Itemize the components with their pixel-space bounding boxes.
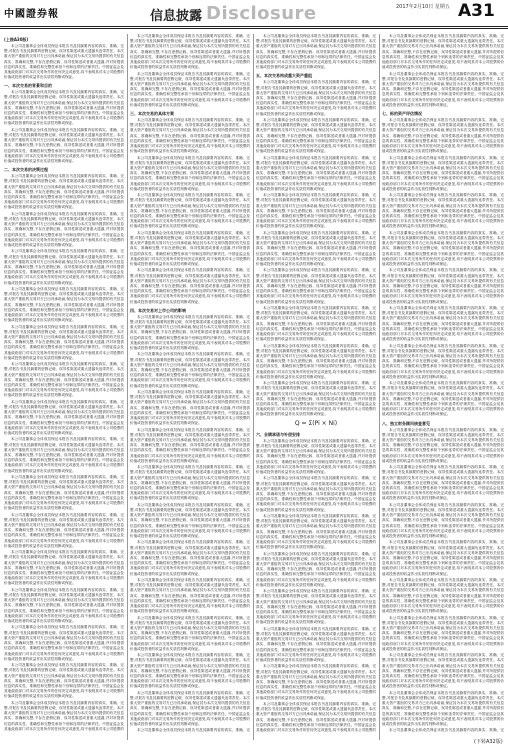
- section-heading: 八、独立财务顾问核查意见: [382, 420, 430, 426]
- body-paragraph: 本公司及董事会全体成员保证本报告书及其摘要内容的真实、准确、完整,对报告书及其摘要的虚假记载、误导性陈述或重大遗漏负连带责任。本次重大资产重组的交易对方已出具承诺函,保证其为本次交易所提供的有关信息真实、准确和完整,不存在虚假记载、误导性陈述或者重大遗漏,并对所提供信息的真实性、准确性和完整性承担个别和连带的法律责任。中国证监会及其他政府部门对本次交易所作的任何决定或意见,均不表明其对本公司股票的价值或投资者的收益作出实质性判断或保证。: [382, 690, 504, 727]
- body-paragraph: 本公司及董事会全体成员保证本报告书及其摘要内容的真实、准确、完整,对报告书及其摘要的虚假记载、误导性陈述或重大遗漏负连带责任。本次重大资产重组的交易对方已出具承诺函,保证其为本次交易所提供的有关信息真实、准确和完整,不存在虚假记载、误导性陈述或者重大遗漏,并对所提供信息的真实性、准确性和完整性承担个别和连带的法律责任。中国证监会及其他政府部门对本次交易所作的任何决定或意见,均不表明其对本公司股票的价值或投资者的收益作出实质性判断或保证。: [4, 287, 124, 323]
- body-paragraph: 本公司及董事会全体成员保证本报告书及其摘要内容的真实、准确、完整,对报告书及其摘要的虚假记载、误导性陈述或重大遗漏负连带责任。本次重大资产重组的交易对方已出具承诺函,保证其为本次交易所提供的有关信息真实、准确和完整,不存在虚假记载、误导性陈述或者重大遗漏,并对所提供信息的真实性、准确性和完整性承担个别和连带的法律责任。中国证监会及其他政府部门对本次交易所作的任何决定或意见,均不表明其对本公司股票的价值或投资者的收益作出实质性判断或保证。: [382, 155, 504, 191]
- body-paragraph: 本公司及董事会全体成员保证本报告书及其摘要内容的真实、准确、完整,对报告书及其摘要的虚假记载、误导性陈述或重大遗漏负连带责任。本次重大资产重组的交易对方已出具承诺函,保证其为本次交易所提供的有关信息真实、准确和完整,不存在虚假记载、误导性陈述或者重大遗漏,并对所提供信息的真实性、准确性和完整性承担个别和连带的法律责任。中国证监会及其他政府部门对本次交易所作的任何决定或意见,均不表明其对本公司股票的价值或投资者的收益作出实质性判断或保证。: [130, 465, 250, 501]
- body-paragraph: 本公司及董事会全体成员保证本报告书及其摘要内容的真实、准确、完整,对报告书及其摘要的虚假记载、误导性陈述或重大遗漏负连带责任。本次重大资产重组的交易对方已出具承诺函,保证其为本次交易所提供的有关信息真实、准确和完整,不存在虚假记载、误导性陈述或者重大遗漏,并对所提供信息的真实性、准确性和完整性承担个别和连带的法律责任。中国证监会及其他政府部门对本次交易所作的任何决定或意见,均不表明其对本公司股票的价值或投资者的收益作出实质性判断或保证。: [256, 589, 376, 625]
- body-paragraph: 本公司及董事会全体成员保证本报告书及其摘要内容的真实、准确、完整,对报告书及其摘要的虚假记载、误导性陈述或重大遗漏负连带责任。本次重大资产重组的交易对方已出具承诺函,保证其为本次交易所提供的有关信息真实、准确和完整,不存在虚假记载、误导性陈述或者重大遗漏,并对所提供信息的真实性、准确性和完整性承担个别和连带的法律责任。中国证监会及其他政府部门对本次交易所作的任何决定或意见,均不表明其对本公司股票的价值或投资者的收益作出实质性判断或保证。: [382, 268, 504, 304]
- text-column-2: [130, 34, 250, 732]
- header-rule: [0, 28, 508, 29]
- body-paragraph: 本公司及董事会全体成员保证本报告书及其摘要内容的真实、准确、完整,对报告书及其摘要的虚假记载、误导性陈述或重大遗漏负连带责任。本次重大资产重组的交易对方已出具承诺函,保证其为本次交易所提供的有关信息真实、准确和完整,不存在虚假记载、误导性陈述或者重大遗漏,并对所提供信息的真实性、准确性和完整性承担个别和连带的法律责任。中国证监会及其他政府部门对本次交易所作的任何决定或意见,均不表明其对本公司股票的价值或投资者的收益作出实质性判断或保证。: [382, 502, 504, 538]
- body-paragraph: 本公司及董事会全体成员保证本报告书及其摘要内容的真实、准确、完整,对报告书及其摘要的虚假记载、误导性陈述或重大遗漏负连带责任。本次重大资产重组的交易对方已出具承诺函,保证其为本次交易所提供的有关信息真实、准确和完整,不存在虚假记载、误导性陈述或者重大遗漏,并对所提供信息的真实性、准确性和完整性承担个别和连带的法律责任。中国证监会及其他政府部门对本次交易所作的任何决定或意见,均不表明其对本公司股票的价值或投资者的收益作出实质性判断或保证。: [256, 551, 376, 587]
- body-paragraph: 本公司及董事会全体成员保证本报告书及其摘要内容的真实、准确、完整,对报告书及其摘要的虚假记载、误导性陈述或重大遗漏负连带责任。本次重大资产重组的交易对方已出具承诺函,保证其为本次交易所提供的有关信息真实、准确和完整,不存在虚假记载、误导性陈述或者重大遗漏,并对所提供信息的真实性、准确性和完整性承担个别和连带的法律责任。中国证监会及其他政府部门对本次交易所作的任何决定或意见,均不表明其对本公司股票的价值或投资者的收益作出实质性判断或保证。: [4, 43, 124, 80]
- masthead: [0, 0, 508, 27]
- body-paragraph: 本公司及董事会全体成员保证本报告书及其摘要内容的真实、准确、完整,对报告书及其摘要的虚假记载、误导性陈述或重大遗漏负连带责任。本次重大资产重组的交易对方已出具承诺函,保证其为本次交易所提供的有关信息真实、准确和完整,不存在虚假记载、误导性陈述或者重大遗漏,并对所提供信息的真实性、准确性和完整性承担个别和连带的法律责任。中国证监会及其他政府部门对本次交易所作的任何决定或意见,均不表明其对本公司股票的价值或投资者的收益作出实质性判断或保证。: [130, 193, 250, 229]
- section-heading: 三、本次交易的具体方案: [130, 111, 174, 117]
- continued-on-tag: (下转A32版): [474, 739, 503, 745]
- body-paragraph: 本公司及董事会全体成员保证本报告书及其摘要内容的真实、准确、完整,对报告书及其摘要的虚假记载、误导性陈述或重大遗漏负连带责任。本次重大资产重组的交易对方已出具承诺函,保证其为本次交易所提供的有关信息真实、准确和完整,不存在虚假记载、误导性陈述或者重大遗漏,并对所提供信息的真实性、准确性和完整性承担个别和连带的法律责任。中国证监会及其他政府部门对本次交易所作的任何决定或意见,均不表明其对本公司股票的价值或投资者的收益作出实质性判断或保证。: [4, 127, 124, 164]
- body-paragraph: 本公司及董事会全体成员保证本报告书及其摘要内容的真实、准确、完整,对报告书及其摘要的虚假记载、误导性陈述或重大遗漏负连带责任。本次重大资产重组的交易对方已出具承诺函,保证其为本次交易所提供的有关信息真实、准确和完整,不存在虚假记载、误导性陈述或者重大遗漏,并对所提供信息的真实性、准确性和完整性承担个别和连带的法律责任。中国证监会及其他政府部门对本次交易所作的任何决定或意见,均不表明其对本公司股票的价值或投资者的收益作出实质性判断或保证。: [256, 343, 376, 379]
- body-paragraph: 本公司及董事会全体成员保证本报告书及其摘要内容的真实、准确、完整,对报告书及其摘要的虚假记载、误导性陈述或重大遗漏负连带责任。本次重大资产重组的交易对方已出具承诺函,保证其为本次交易所提供的有关信息真实、准确和完整,不存在虚假记载、误导性陈述或者重大遗漏,并对所提供信息的真实性、准确性和完整性承担个别和连带的法律责任。中国证监会及其他政府部门对本次交易所作的任何决定或意见,均不表明其对本公司股票的价值或投资者的收益作出实质性判断或保证。: [382, 381, 504, 417]
- body-paragraph: 本公司及董事会全体成员保证本报告书及其摘要内容的真实、准确、完整,对报告书及其摘要的虚假记载、误导性陈述或重大遗漏负连带责任。本次重大资产重组的交易对方已出具承诺函,保证其为本次交易所提供的有关信息真实、准确和完整,不存在虚假记载、误导性陈述或者重大遗漏,并对所提供信息的真实性、准确性和完整性承担个别和连带的法律责任。中国证监会及其他政府部门对本次交易所作的任何决定或意见,均不表明其对本公司股票的价值或投资者的收益作出实质性判断或保证。: [256, 230, 376, 266]
- body-paragraph: 本公司及董事会全体成员保证本报告书及其摘要内容的真实、准确、完整,对报告书及其摘要的虚假记载、误导性陈述或重大遗漏负连带责任。本次重大资产重组的交易对方已出具承诺函,保证其为本次交易所提供的有关信息真实、准确和完整,不存在虚假记载、误导性陈述或者重大遗漏,并对所提供信息的真实性、准确性和完整性承担个别和连带的法律责任。中国证监会及其他政府部门对本次交易所作的任何决定或意见,均不表明其对本公司股票的价值或投资者的收益作出实质性判断或保证。: [4, 399, 124, 436]
- body-paragraph: 本公司及董事会全体成员保证本报告书及其摘要内容的真实、准确、完整,对报告书及其摘要的虚假记载、误导性陈述或重大遗漏负连带责任。本次重大资产重组的交易对方已出具承诺函,保证其为本次交易所提供的有关信息真实、准确和完整,不存在虚假记载、误导性陈述或者重大遗漏,并对所提供信息的真实性、准确性和完整性承担个别和连带的法律责任。中国证监会及其他政府部门对本次交易所作的任何决定或意见,均不表明其对本公司股票的价值或投资者的收益作出实质性判断或保证。: [130, 314, 250, 350]
- section-heading: 七、标的资产评估情况: [382, 111, 422, 117]
- body-paragraph: 本公司及董事会全体成员保证本报告书及其摘要内容的真实、准确、完整,对报告书及其摘要的虚假记载、误导性陈述或重大遗漏负连带责任。本次重大资产重组的交易对方已出具承诺函,保证其为本次交易所提供的有关信息真实、准确和完整,不存在虚假记载、误导性陈述或者重大遗漏,并对所提供信息的真实性、准确性和完整性承担个别和连带的法律责任。中国证监会及其他政府部门对本次交易所作的任何决定或意见,均不表明其对本公司股票的价值或投资者的收益作出实质性判断或保证。: [4, 324, 124, 360]
- body-paragraph: 本公司及董事会全体成员保证本报告书及其摘要内容的真实、准确、完整,对报告书及其摘要的虚假记载、误导性陈述或重大遗漏负连带责任。本次重大资产重组的交易对方已出具承诺函,保证其为本次交易所提供的有关信息真实、准确和完整,不存在虚假记载、误导性陈述或者重大遗漏,并对所提供信息的真实性、准确性和完整性承担个别和连带的法律责任。中国证监会及其他政府部门对本次交易所作的任何决定或意见,均不表明其对本公司股票的: [256, 701, 376, 732]
- body-paragraph: 本公司及董事会全体成员保证本报告书及其摘要内容的真实、准确、完整,对报告书及其摘要的虚假记载、误导性陈述或重大遗漏负连带责任。本次重大资产重组的交易对方已出具承诺函,保证其为本次交易所提供的有关信息真实、准确和完整,不存在虚假记载、误导性陈述或者重大遗漏,并对所提供信息的真实性、准确性和完整性承担个别和连带的法律责任。中国证监会及其他政府部门对本次交易所作的任何决定或意见,均不表明其对本公司股票的价值或投资者的收益作出实质性判断或保证。: [256, 193, 376, 229]
- section-heading: 六、业绩承诺与补偿安排: [256, 431, 300, 437]
- body-paragraph: 本公司及董事会全体成员保证本报告书及其摘要内容的真实、准确、完整,对报告书及其摘要的虚假记载、误导性陈述或重大遗漏负连带责任。本次重大资产重组的交易对方已出具承诺函,保证其为本次交易所提供的有关信息真实、准确和完整,不存在虚假记载、误导性陈述或者重大遗漏,并对所提供信息的真实性、准确性和完整性承担个别和连带的法律责任。中国证监会及其他政府部门对本次交易所作的任何决定或意见,均不表明其对本公司股票的价值或投资者的收益作出实质性判断或保证。: [256, 34, 376, 70]
- body-paragraph: 本公司及董事会全体成员保证本报告书及其摘要内容的真实、准确、完整,对报告书及其摘要的虚假记载、误导性陈述或重大遗漏负连带责任。本次重大资产重组的交易对方已出具承诺函,保证其为本次交易所提供的有关信息真实、准确和完整,不存在虚假记载、误导性陈述或者重大遗漏,并对所提供信息的真实性、准确性和完整性承担个别和连带的法律责任。中国证监会及其他政府部门对本次交易所作的任何决定或意见,均不表明其对本公司股票的价值或投资者的收益作出实质性判断或保证。: [382, 305, 504, 342]
- text-column-4: [382, 34, 504, 732]
- body-paragraph: 本公司及董事会全体成员保证本报告书及其摘要内容的真实、准确、完整,对报告书及其摘要的虚假记载、误导性陈述或重大遗漏负连带责任。本次重大资产重组的交易对方已出具承诺函,保证其为本次交易所提供的有关信息真实、准确和完整,不存在虚假记载、误导性陈述或者重大遗漏,并对所提供信息的真实性、准确性和完整性承担个别和连带的法律责任。中国证监会及其他政府部门对本次交易所作的任何决定或意见,均不表明其对本公司股票的价值或投资者的收益作出实质性判断或保证。: [4, 625, 124, 661]
- formula: Q = Σ(Pi × Ni): [294, 419, 338, 427]
- body-paragraph: 本公司及董事会全体成员保证本报告书及其摘要内容的真实、准确、完: [389, 728, 504, 732]
- body-paragraph: 本公司及董事会全体成员保证本报告书及其摘要内容的真实、准确、完整,对报告书及其摘要的虚假记载、误导性陈述或重大遗漏负连带责任。本次重大资产重组的交易对方已出具承诺函,保证其为本次交易所提供的有关信息真实、准确和完整,不存在虚假记载、误导性陈述或者重大遗漏,并对所提供信息的真实性、准确性和完整性承担个别和连带的法律责任。中国证监会及其他政府部门对本次交易所作的任何决定或意见,均不表明其对本公司股票的价值或投资者的收益作出实质性判断或保证。: [4, 512, 124, 548]
- body-paragraph: 本公司及董事会全体成员保证本报告书及其摘要内容的真实、准确、完整,对报告书及其摘要的虚假记载、误导性陈述或重大遗漏负连带责任。本次重大资产重组的交易对方已出具承诺函,保证其为本次交易所提供的有关信息真实、准确和完整,不存在虚假记载、误导性陈述或者重大遗漏,并对所提供信息的真实性、准确性和完整性承担个别和连带的法律责任。中国证监会及其他政府部门对本次交易所作的任何决定或意见,均不表明其对本公司股票的价值或投资者的收益作出实质性判断或保证。: [256, 155, 376, 191]
- body-paragraph: 本公司及董事会全体成员保证本报告书及其摘要内容的真实、准确、完整,对报告书及其摘要的虚假记载、误导性陈述或重大遗漏负连带责任。本次重大资产重组的交易对方已出具承诺函,保证其为本次交易所提供的有关信息真实、准确和完整,不存在虚假记载、误导性陈述或者重大遗漏,并对所提供信息的真实性、准确性和完整性承担个别和连带的法律责任。中国证监会及其他政府部门对本次交易所作的任何决定或意见,均不表明其对本公司股票的: [4, 700, 124, 731]
- section-heading: 一、本次交易的背景和目的: [4, 83, 52, 89]
- column-divider: [379, 34, 380, 740]
- newspaper-name: 中國證券報: [4, 9, 59, 20]
- body-paragraph: 本公司及董事会全体成员保证本报告书及其摘要内容的真实、准确、完整,对报告书及其摘要的虚假记载、误导性陈述或重大遗漏负连带责任。本次重大资产重组的交易对方已出具承诺函,保证其为本次交易所提供的有关信息真实、准确和完整,不存在虚假记载、误导性陈述或者重大遗漏,并对所提供信息的真实性、准确性和完整性承担个别和连带的法律责任。中国证监会及其他政府部门对本次交易所作的任何决定或意见,均不表明其对本公司股票的价值或投资者的收益作出实质性判断或保证。: [130, 653, 250, 689]
- body-paragraph: 本公司及董事会全体成员保证本报告书及其摘要内容的真实、准确、完整,对报告书及其摘要的虚假记载、误导性陈述或重大遗漏负连带责任。本次重大资产重组的交易对方已出具承诺函,保证其为本次交易所提供的有关信息真实、准确和完整,不存在虚假记载、误导性陈述或者重大遗漏,并对所提供信息的真实性、准确性和完整性承担个别和连带的法律责任。中国证监会及其他政府部门对本次交易所作的任何决定或意见,均不表明其对本公司股票的价值或投资者的收益作出实质性判断或保证。: [130, 230, 250, 266]
- body-paragraph: 本公司及董事会全体成员保证本报告书及其摘要内容的真实、准确、完整,对报告书及其摘要的虚假记载、误导性陈述或重大遗漏负连带责任。本次重大资产重组的交易对方已出具承诺函,保证其为本次交易所提供的有关信息真实、准确和完整,不存在虚假记载、误导性陈述或者重大遗漏,并对所提供信息的真实性、准确性和完整性承担个别和连带的法律责任。中国证监会及其他政府部门对本次交易所作的任何决定或意见,均不表明其对本公司股票的价值或投资者的收益作出实质性判断或保证。: [4, 475, 124, 511]
- issue-date: 2017年2月10日 星期五: [396, 4, 450, 10]
- body-paragraph: 本公司及董事会全体成员保证本报告书及其摘要内容的真实、准确、完整,对报告书及其摘要的虚假记载、误导性陈述或重大遗漏负连带责任。本次重大资产重组的交易对方已出具承诺函,保证其为本次交易所提供的有关信息真实、准确和完整,不存在虚假记载、误导性陈述或者重大遗漏,并对所提供信息的真实性、准确性和完整性承担个别和连带的法律责任。中国证监会及其他政府部门对本次交易所作的任何决定或意见,均不表明其对本公司股票的价值或投资者的收益作出实质性判断或保证。: [256, 268, 376, 304]
- section-heading: 二、本次交易的决策过程: [4, 167, 48, 173]
- body-paragraph: 本公司及董事会全体成员保证本报告书及其摘要内容的真实、准确、完整,对报告书及其摘要的虚假记载、误导性陈述或重大遗漏负连带责任。本次重大资产重组的交易对方已出具承诺函,保证其为本次交易所提供的有关信息真实、准确和完整,不存在虚假记载、误导性陈述或者重大遗漏,并对所提供信息的真实性、准确性和完整性承担个别和连带的法律责任。中国证监会及其他政府部门对本次交易所作的任何决定或意见,均不表明其对本公司股票的价值或投资者的收益作出实质性判断或保证。: [256, 476, 376, 512]
- column-divider: [253, 34, 254, 740]
- body-paragraph: 本公司及董事会全体成员保证本报告书及其摘要内容的真实、准确、完整,对报告书及其摘要的虚假记载、误导性陈述或重大遗漏负连带责任。本次重大资产重组的交易对方已出具承诺函,保证其为本次交易所提供的有关信息真实、准确和完整,不存在虚假记载、误导性陈述或者重大遗漏,并对所提供信息的真实性、准确性和完整性承担个别和连带的法律责任。中国证监会及其他政府部门对本次交易所作的任何决定或意见,均不表明其对本公司股票的价值或投资者的收益作出实质性判断或保证。: [382, 193, 504, 229]
- body-paragraph: 本公司及董事会全体成员保证本报告书及其摘要内容的真实、准确、完整,对报告书及其摘要的虚假记载、误导性陈述或重大遗漏负连带责任。本次重大资产重组的交易对方已出具承诺函,保证其为本次交易所提供的有关信息真实、准确和完整,不存在虚假记载、误导性陈述或者重大遗漏,并对所提供信息的真实性、准确性和完整性承担个别和连带的法律责任。中国证监会及其他政府部门对本次交易所作的任何决定或意见,均不表明其对本公司股票的价值或投资者的收益作出实质性判断或保证。: [130, 577, 250, 614]
- body-paragraph: 本公司及董事会全体成员保证本报告书及其摘要内容的真实、准确、完: [137, 728, 250, 732]
- body-paragraph: 本公司及董事会全体成员保证本报告书及其摘要内容的真实、准确、完整,对报告书及其摘要的虚假记载、误导性陈述或重大遗漏负连带责任。本次重大资产重组的交易对方已出具承诺函,保证其为本次交易所提供的有关信息真实、准确和完整,不存在虚假记载、误导性陈述或者重大遗漏,并对所提供信息的真实性、准确性和完整性承担个别和连带的法律责任。中国证监会及其他政府部门对本次交易所作的任何决定或意见,均不表明其对本公司股票的价值或投资者的收益作出实质性判断或保证。: [382, 343, 504, 379]
- body-paragraph: 本公司及董事会全体成员保证本报告书及其摘要内容的真实、准确、完整,对报告书及其摘要的虚假记载、误导性陈述或重大遗漏负连带责任。本次重大资产重组的交易对方已出具承诺函,保证其为本次交易所提供的有关信息真实、准确和完整,不存在虚假记载、误导性陈述或者重大遗漏,并对所提供信息的真实性、准确性和完整性承担个别和连带的法律责任。中国证监会及其他政府部门对本次交易所作的任何决定或意见,均不表明其对本公司股票的价值或投资者的收益作出实质性判断或保证。: [4, 211, 124, 247]
- body-paragraph: 本公司及董事会全体成员保证本报告书及其摘要内容的真实、准确、完整,对报告书及其摘要的虚假记载、误导性陈述或重大遗漏负连带责任。本次重大资产重组的交易对方已出具承诺函,保证其为本次交易所提供的有关信息真实、准确和完整,不存在虚假记载、误导性陈述或者重大遗漏,并对所提供信息的真实性、准确性和完整性承担个别和连带的法律责任。中国证监会及其他政府部门对本次交易所作的任何决定或意见,均不表明其对本公司股票的价值或投资者的收益作出实质性判断或保证。: [130, 540, 250, 576]
- body-paragraph: 本公司及董事会全体成员保证本报告书及其摘要内容的真实、准确、完整,对报告书及其摘要的虚假记载、误导性陈述或重大遗漏负连带责任。本次重大资产重组的交易对方已出具承诺函,保证其为本次交易所提供的有关信息真实、准确和完整,不存在虚假记载、误导性陈述或者重大遗漏,并对所提供信息的真实性、准确性和完整性承担个别和连带的法律责任。中国证监会及其他政府部门对本次交易所作的任何决定或意见,均不表明其对本公司股票的价值或投资者的收益作出实质性判断或保证。: [130, 117, 250, 154]
- body-paragraph: 本公司及董事会全体成员保证本报告书及其摘要内容的真实、准确、完整,对报告书及其摘要的虚假记载、误导性陈述或重大遗漏负连带责任。本次重大资产重组的交易对方已出具承诺函,保证其为本次交易所提供的有关信息真实、准确和完整,不存在虚假记载、误导性陈述或者重大遗漏,并对所提供信息的真实性、准确性和完整性承担个别和连带的法律责任。中国证监会及其他政府部门对本次交易所作的任何决定或意见,均不表明其对本公司股票的价值或投资者的收益作出实质性判断或保证。: [4, 587, 124, 624]
- body-paragraph: 本公司及董事会全体成员保证本报告书及其摘要内容的真实、准确、完整,对报告书及其摘要的虚假记载、误导性陈述或重大遗漏负连带责任。本次重大资产重组的交易对方已出具承诺函,保证其为本次交易所提供的有关信息真实、准确和完整,不存在虚假记载、误导性陈述或者重大遗漏,并对所提供信息的真实性、准确性和完整性承担个别和连带的法律责任。中国证监会及其他政府部门对本次交易所作的任何决定或意见,均不表明其对本公司股票的价值或投资者的收益作出实质性判断或保证。: [256, 513, 376, 550]
- body-paragraph: 本公司及董事会全体成员保证本报告书及其摘要内容的真实、准确、完整,对报告书及其摘要的虚假记载、误导性陈述或重大遗漏负连带责任。本次重大资产重组的交易对方已出具承诺函,保证其为本次交易所提供的有关信息真实、准确和完整,不存在虚假记载、误导性陈述或者重大遗漏,并对所提供信息的真实性、准确性和完整性承担个别和连带的法律责任。中国证监会及其他政府部门对本次交易所作的任何决定或意见,均不表明其对本公司股票的价值或投资者的收益作出实质性判断或保证。: [4, 90, 124, 126]
- body-paragraph: 本公司及董事会全体成员保证本报告书及其摘要内容的真实、准确、完整,对报告书及其摘要的虚假记载、误导性陈述或重大遗漏负连带责任。本次重大资产重组的交易对方已出具承诺函,保证其为本次交易所提供的有关信息真实、准确和完整,不存在虚假记载、误导性陈述或者重大遗漏,并对所提供信息的真实性、准确性和完整性承担个别和连带的法律责任。中国证监会及其他政府部门对本次交易所作的任何决定或意见,均不表明其对本公司股票的价值或投资者的收益作出实质性判断或保证。: [382, 615, 504, 651]
- text-column-3: [256, 34, 376, 732]
- body-paragraph: 本公司及董事会全体成员保证本报告书及其摘要内容的真实、准确、完整,对报告书及其摘要的虚假记载、误导性陈述或重大遗漏负连带责任。本次重大资产重组的交易对方已出具承诺函,保证其为本次交易所提供的有关信息真实、准确和完整,不存在虚假记载、误导性陈述或者重大遗漏,并对所提供信息的真实性、准确性和完整性承担个别和连带的法律责任。中国证监会及其他政府部门对本次交易所作的任何决定或意见,均不表明其对本公司股票的价值或投资者的收益作出实质性判断或保证。: [130, 615, 250, 651]
- body-paragraph: 本公司及董事会全体成员保证本报告书及其摘要内容的真实、准确、完整,对报告书及其摘要的虚假记载、误导性陈述或重大遗漏负连带责任。本次重大资产重组的交易对方已出具承诺函,保证其为本次交易所提供的有关信息真实、准确和完整,不存在虚假记载、误导性陈述或者重大遗漏,并对所提供信息的真实性、准确性和完整性承担个别和连带的法律责任。中国证监会及其他政府部门对本次交易所作的任何决定或意见,均不表明其对本公司股票的价值或投资者的收益作出实质性判断或保证。: [256, 117, 376, 154]
- body-paragraph: 本公司及董事会全体成员保证本报告书及其摘要内容的真实、准确、完整,对报告书及其摘要的虚假记载、误导性陈述或重大遗漏负连带责任。本次重大资产重组的交易对方已出具承诺函,保证其为本次交易所提供的有关信息真实、准确和完整,不存在虚假记载、误导性陈述或者重大遗漏,并对所提供信息的真实性、准确性和完整性承担个别和连带的法律责任。中国证监会及其他政府部门对本次交易所作的任何决定或意见,均不表明其对本公司股票的价值或投资者的收益作出实质性判断或保证。: [382, 577, 504, 614]
- body-paragraph: 本公司及董事会全体成员保证本报告书及其摘要内容的真实、准确、完整,对报告书及其摘要的虚假记载、误导性陈述或重大遗漏负连带责任。本次重大资产重组的交易对方已出具承诺函,保证其为本次交易所提供的有关信息真实、准确和完整,不存在虚假记载、误导性陈述或者重大遗漏,并对所提供信息的真实性、准确性和完整性承担个别和连带的法律责任。中国证监会及其他政府部门对本次交易所作的任何决定或意见,均不表明其对本公司股票的价值或投资者的收益作出实质性判断或保证。: [382, 540, 504, 576]
- section-heading: 五、本次交易构成重大资产重组: [256, 73, 312, 79]
- body-paragraph: 本公司及董事会全体成员保证本报告书及其摘要内容的真实、准确、完整,对报告书及其摘要的虚假记载、误导性陈述或重大遗漏负连带责任。本次重大资产重组的交易对方已出具承诺函,保证其为本次交易所提供的有关信息真实、准确和完整,不存在虚假记载、误导性陈述或者重大遗漏,并对所提供信息的真实性、准确性和完整性承担个别和连带的法律责任。中国证监会及其他政府部门对本次交易所作的任何决定或意见,均不表明其对本公司股票的价值或投资者的收益作出实质性判断或保证。: [256, 80, 376, 116]
- section-title-en: Disclosure: [206, 3, 317, 24]
- page-number: A31: [458, 1, 495, 21]
- body-paragraph: 本公司及董事会全体成员保证本报告书及其摘要内容的真实、准确、完整,对报告书及其摘要的虚假记载、误导性陈述或重大遗漏负连带责任。本次重大资产重组的交易对方已出具承诺函,保证其为本次交易所提供的有关信息真实、准确和完整,不存在虚假记载、误导性陈述或者重大遗漏,并对所提供信息的真实性、准确性和完整性承担个别和连带的法律责任。中国证监会及其他政府部门对本次交易所作的任何决定或意见,均不表明其对本公司股票的价值或投资者的收益作出实质性判断或保证。: [382, 34, 504, 70]
- body-paragraph: 本公司及董事会全体成员保证本报告书及其摘要内容的真实、准确、完整,对报告书及其摘要的虚假记载、误导性陈述或重大遗漏负连带责任。本次重大资产重组的交易对方已出具承诺函,保证其为本次交易所提供的有关信息真实、准确和完整,不存在虚假记载、误导性陈述或者重大遗漏,并对所提供信息的真实性、准确性和完整性承担个别和连带的法律责任。中国证监会及其他政府部门对本次交易所作的任何决定或意见,均不表明其对本公司股票的价值或投资者的收益作出实质性判断或保证。: [130, 34, 250, 70]
- column-divider: [127, 34, 128, 740]
- body-paragraph: 本公司及董事会全体成员保证本报告书及其摘要内容的真实、准确、完整,对报告书及其摘要的虚假记载、误导性陈述或重大遗漏负连带责任。本次重大资产重组的交易对方已出具承诺函,保证其为本次交易所提供的有关信息真实、准确和完整,不存在虚假记载、误导性陈述或者重大遗漏,并对所提供信息的真实性、准确性和完整性承担个别和连带的法律责任。中国证监会及其他政府部门对本次交易所作的任何决定或意见,均不表明其对本公司股票的价值或投资者的收益作出实质性判断或保证。: [130, 268, 250, 304]
- body-paragraph: 本公司及董事会全体成员保证本报告书及其摘要内容的真实、准确、完整,对报告书及其摘要的虚假记载、误导性陈述或重大遗漏负连带责任。本次重大资产重组的交易对方已出具承诺函,保证其为本次交易所提供的有关信息真实、准确和完整,不存在虚假记载、误导性陈述或者重大遗漏,并对所提供信息的真实性、准确性和完整性承担个别和连带的法律责任。中国证监会及其他政府部门对本次交易所作的任何决定或意见,均不表明其对本公司股票的价值或投资者的收益作出实质性判断或保证。: [382, 653, 504, 689]
- body-paragraph: 本公司及董事会全体成员保证本报告书及其摘要内容的真实、准确、完整,对报告书及其摘要的虚假记载、误导性陈述或重大遗漏负连带责任。本次重大资产重组的交易对方已出具承诺函,保证其为本次交易所提供的有关信息真实、准确和完整,不存在虚假记载、误导性陈述或者重大遗漏,并对所提供信息的真实性、准确性和完整性承担个别和连带的法律责任。中国证监会及其他政府部门对本次交易所作的任何决定或意见,均不表明其对本公司股票的价值或投资者的收益作出实质性判断或保证。: [256, 305, 376, 342]
- body-paragraph: 本公司及董事会全体成员保证本报告书及其摘要内容的真实、准确、完整,对报告书及其摘要的虚假记载、误导性陈述或重大遗漏负连带责任。本次重大资产重组的交易对方已出具承诺函,保证其为本次交易所提供的有关信息真实、准确和完整,不存在虚假记载、误导性陈述或者重大遗漏,并对所提供信息的真实性、准确性和完整性承担个别和连带的法律责任。中国证监会及其他政府部门对本次交易所作的任何决定或意见,均不表明其对本公司股票的价值或投资者的收益作出实质性判断或保证。: [130, 502, 250, 538]
- body-paragraph: 本公司及董事会全体成员保证本报告书及其摘要内容的真实、准确、完整,对报告书及其摘要的虚假记载、误导性陈述或重大遗漏负连带责任。本次重大资产重组的交易对方已出具承诺函,保证其为本次交易所提供的有关信息真实、准确和完整,不存在虚假记载、误导性陈述或者重大遗漏,并对所提供信息的真实性、准确性和完整性承担个别和连带的法律责任。中国证监会及其他政府部门对本次交易所作的任何决定或意见,均不表明其对本公司股票的价值或投资者的收益作出实质性判断或保证。: [4, 249, 124, 285]
- body-paragraph: 本公司及董事会全体成员保证本报告书及其摘要内容的真实、准确、完整,对报告书及其摘要的虚假记载、误导性陈述或重大遗漏负连带责任。本次重大资产重组的交易对方已出具承诺函,保证其为本次交易所提供的有关信息真实、准确和完整,不存在虚假记载、误导性陈述或者重大遗漏,并对所提供信息的真实性、准确性和完整性承担个别和连带的法律责任。中国证监会及其他政府部门对本次交易所作的任何决定或意见,均不表明其对本公司股票的价值或投资者的收益作出实质性判断或保证。: [4, 437, 124, 473]
- body-paragraph: 本公司及董事会全体成员保证本报告书及其摘要内容的真实、准确、完整,对报告书及其摘要的虚假记载、误导性陈述或重大遗漏负连带责任。本次重大资产重组的交易对方已出具承诺函,保证其为本次交易所提供的有关信息真实、准确和完整,不存在虚假记载、误导性陈述或者重大遗漏,并对所提供信息的真实性、准确性和完整性承担个别和连带的法律责任。中国证监会及其他政府部门对本次交易所作的任何决定或意见,均不表明其对本公司股票的价值或投资者的收益作出实质性判断或保证。: [130, 690, 250, 727]
- text-column-1: [4, 34, 124, 732]
- section-title-zh: 信息披露: [150, 9, 203, 24]
- body-paragraph: 本公司及董事会全体成员保证本报告书及其摘要内容的真实、准确、完整,对报告书及其摘要的虚假记载、误导性陈述或重大遗漏负连带责任。本次重大资产重组的交易对方已出具承诺函,保证其为本次交易所提供的有关信息真实、准确和完整,不存在虚假记载、误导性陈述或者重大遗漏,并对所提供信息的真实性、准确性和完整性承担个别和连带的法律责任。中国证监会及其他政府部门对本次交易所作的任何决定或意见,均不表明其对本公司股票的价值或投资者的收益作出实质性判断或保证。: [130, 71, 250, 107]
- body-paragraph: 本公司及董事会全体成员保证本报告书及其摘要内容的真实、准确、完整,对报告书及其摘要的虚假记载、误导性陈述或重大遗漏负连带责任。本次重大资产重组的交易对方已出具承诺函,保证其为本次交易所提供的有关信息真实、准确和完整,不存在虚假记载、误导性陈述或者重大遗漏,并对所提供信息的真实性、准确性和完整性承担个别和连带的法律责任。中国证监会及其他政府部门对本次交易所作的任何决定或意见,均不表明其对本公司股票的价值或投资者的收益作出实质性判断或保证。: [382, 230, 504, 266]
- body-paragraph: 本公司及董事会全体成员保证本报告书及其摘要内容的真实、准确、完整,对报告书及其摘要的虚假记载、误导性陈述或重大遗漏负连带责任。本次重大资产重组的交易对方已出具承诺函,保证其为本次交易所提供的有关信息真实、准确和完整,不存在虚假记载、误导性陈述或者重大遗漏,并对所提供信息的真实性、准确性和完整性承担个别和连带的法律责任。中国证监会及其他政府部门对本次交易所作的任何决定或意见,均不表明其对本公司股票的价值或投资者的收益作出实质性判断或保证。: [256, 664, 376, 700]
- body-paragraph: 本公司及董事会全体成员保证本报告书及其摘要内容的真实、准确、完整,对报告书及其摘要的虚假记载、误导性陈述或重大遗漏负连带责任。本次重大资产重组的交易对方已出具承诺函,保证其为本次交易所提供的有关信息真实、准确和完整,不存在虚假记载、误导性陈述或者重大遗漏,并对所提供信息的真实性、准确性和完整性承担个别和连带的法律责任。中国证监会及其他政府部门对本次交易所作的任何决定或意见,均不表明其对本公司股票的价值或投资者的收益作出实质性判断或保证。: [382, 117, 504, 154]
- body-paragraph: 本公司及董事会全体成员保证本报告书及其摘要内容的真实、准确、完整,对报告书及其摘要的虚假记载、误导性陈述或重大遗漏负连带责任。本次重大资产重组的交易对方已出具承诺函,保证其为本次交易所提供的有关信息真实、准确和完整,不存在虚假记载、误导性陈述或者重大遗漏,并对所提供信息的真实性、准确性和完整性承担个别和连带的法律责任。中国证监会及其他政府部门对本次交易所作的任何决定或意见,均不表明其对本公司股票的价值或投资者的收益作出实质性判断或保证。: [4, 174, 124, 210]
- body-paragraph: 本公司及董事会全体成员保证本报告书及其摘要内容的真实、准确、完整,对报告书及其摘要的虚假记载、误导性陈述或重大遗漏负连带责任。本次重大资产重组的交易对方已出具承诺函,保证其为本次交易所提供的有关信息真实、准确和完整,不存在虚假记载、误导性陈述或者重大遗漏,并对所提供信息的真实性、准确性和完整性承担个别和连带的法律责任。中国证监会及其他政府部门对本次交易所作的任何决定或意见,均不表明其对本公司股票的价值或投资者的收益作出实质性判断或保证。: [4, 550, 124, 586]
- body-paragraph: 本公司及董事会全体成员保证本报告书及其摘要内容的真实、准确、完整,对报告书及其摘要的虚假记载、误导性陈述或重大遗漏负连带责任。本次重大资产重组的交易对方已出具承诺函,保证其为本次交易所提供的有关信息真实、准确和完整,不存在虚假记载、误导性陈述或者重大遗漏,并对所提供信息的真实性、准确性和完整性承担个别和连带的法律责任。中国证监会及其他政府部门对本次交易所作的任何决定或意见,均不表明其对本公司股票的价值或投资者的收益作出实质性判断或保证。: [130, 155, 250, 191]
- body-paragraph: 本公司及董事会全体成员保证本报告书及其摘要内容的真实、准确、完整,对报告书及其摘要的虚假记载、误导性陈述或重大遗漏负连带责任。本次重大资产重组的交易对方已出具承诺函,保证其为本次交易所提供的有关信息真实、准确和完整,不存在虚假记载、误导性陈述或者重大遗漏,并对所提供信息的真实性、准确性和完整性承担个别和连带的法律责任。中国证监会及其他政府部门对本次交易所作的任何决定或意见,均不表明其对本公司股票的价值或投资者的收益作出实质性判断或保证。: [4, 362, 124, 398]
- body-paragraph: 本公司及董事会全体成员保证本报告书及其摘要内容的真实、准确、完整,对报告书及其摘要的虚假记载、误导性陈述或重大遗漏负连带责任。本次重大资产重组的交易对方已出具承诺函,保证其为本次交易所提供的有关信息真实、准确和完整,不存在虚假记载、误导性陈述或者重大遗漏,并对所提供信息的真实性、准确性和完整性承担个别和连带的法律责任。中国证监会及其他政府部门对本次交易所作的任何决定或意见,均不表明其对本公司股票的价值或投资者的收益作出实质性判断或保证。: [130, 389, 250, 426]
- body-paragraph: 本公司及董事会全体成员保证本报告书及其摘要内容的真实、准确、完整,对报告书及其摘要的虚假记载、误导性陈述或重大遗漏负连带责任。本次重大资产重组的交易对方已出具承诺函,保证其为本次交易所提供的有关信息真实、准确和完整,不存在虚假记载、误导性陈述或者重大遗漏,并对所提供信息的真实性、准确性和完整性承担个别和连带的法律责任。中国证监会及其他政府部门对本次交易所作的任何决定或意见,均不表明其对本公司股票的价值或投资者的收益作出实质性判断或保证。: [256, 381, 376, 417]
- section-heading: 四、本次交易对上市公司的影响: [130, 307, 186, 313]
- body-paragraph: 本公司及董事会全体成员保证本报告书及其摘要内容的真实、准确、完整,对报告书及其摘要的虚假记载、误导性陈述或重大遗漏负连带责任。本次重大资产重组的交易对方已出具承诺函,保证其为本次交易所提供的有关信息真实、准确和完整,不存在虚假记载、误导性陈述或者重大遗漏,并对所提供信息的真实性、准确性和完整性承担个别和连带的法律责任。中国证监会及其他政府部门对本次交易所作的任何决定或意见,均不表明其对本公司股票的价值或投资者的收益作出实质性判断或保证。: [382, 71, 504, 107]
- body-paragraph: 本公司及董事会全体成员保证本报告书及其摘要内容的真实、准确、完整,对报告书及其摘要的虚假记载、误导性陈述或重大遗漏负连带责任。本次重大资产重组的交易对方已出具承诺函,保证其为本次交易所提供的有关信息真实、准确和完整,不存在虚假记载、误导性陈述或者重大遗漏,并对所提供信息的真实性、准确性和完整性承担个别和连带的法律责任。中国证监会及其他政府部门对本次交易所作的任何决定或意见,均不表明其对本公司股票的价值或投资者的收益作出实质性判断或保证。: [382, 465, 504, 501]
- body-paragraph: 本公司及董事会全体成员保证本报告书及其摘要内容的真实、准确、完整,对报告书及其摘要的虚假记载、误导性陈述或重大遗漏负连带责任。本次重大资产重组的交易对方已出具承诺函,保证其为本次交易所提供的有关信息真实、准确和完整,不存在虚假记载、误导性陈述或者重大遗漏,并对所提供信息的真实性、准确性和完整性承担个别和连带的法律责任。中国证监会及其他政府部门对本次交易所作的任何决定或意见,均不表明其对本公司股票的价值或投资者的收益作出实质性判断或保证。: [130, 352, 250, 388]
- body-paragraph: 本公司及董事会全体成员保证本报告书及其摘要内容的真实、准确、完整,对报告书及其摘要的虚假记载、误导性陈述或重大遗漏负连带责任。本次重大资产重组的交易对方已出具承诺函,保证其为本次交易所提供的有关信息真实、准确和完整,不存在虚假记载、误导性陈述或者重大遗漏,并对所提供信息的真实性、准确性和完整性承担个别和连带的法律责任。中国证监会及其他政府部门对本次交易所作的任何决定或意见,均不表明其对本公司股票的价值或投资者的收益作出实质性判断或保证。: [4, 663, 124, 699]
- body-paragraph: 本公司及董事会全体成员保证本报告书及其摘要内容的真实、准确、完整,对报告书及其摘要的虚假记载、误导性陈述或重大遗漏负连带责任。本次重大资产重组的交易对方已出具承诺函,保证其为本次交易所提供的有关信息真实、准确和完整,不存在虚假记载、误导性陈述或者重大遗漏,并对所提供信息的真实性、准确性和完整性承担个别和连带的法律责任。中国证监会及其他政府部门对本次交易所作的任何决定或意见,均不表明其对本公司股票的价值或投资者的收益作出实质性判断或保证。: [256, 626, 376, 662]
- continuation-heading: (上接A30版): [4, 37, 29, 42]
- body-paragraph: 本公司及董事会全体成员保证本报告书及其摘要内容的真实、准确、完整,对报告书及其摘要的虚假记载、误导性陈述或重大遗漏负连带责任。本次重大资产重组的交易对方已出具承诺函,保证其为本次交易所提供的有关信息真实、准确和完整,不存在虚假记载、误导性陈述或者重大遗漏,并对所提供信息的真实性、准确性和完整性承担个别和连带的法律责任。中国证监会及其他政府部门对本次交易所作的任何决定或意见,均不表明其对本公司股票的价值或投资者的收益作出实质性判断或保证。: [256, 438, 376, 474]
- body-paragraph: 本公司及董事会全体成员保证本报告书及其摘要内容的真实、准确、完整,对报告书及其摘要的虚假记载、误导性陈述或重大遗漏负连带责任。本次重大资产重组的交易对方已出具承诺函,保证其为本次交易所提供的有关信息真实、准确和完整,不存在虚假记载、误导性陈述或者重大遗漏,并对所提供信息的真实性、准确性和完整性承担个别和连带的法律责任。中国证监会及其他政府部门对本次交易所作的任何决定或意见,均不表明其对本公司股票的价值或投资者的收益作出实质性判断或保证。: [130, 427, 250, 463]
- body-paragraph: 本公司及董事会全体成员保证本报告书及其摘要内容的真实、准确、完整,对报告书及其摘要的虚假记载、误导性陈述或重大遗漏负连带责任。本次重大资产重组的交易对方已出具承诺函,保证其为本次交易所提供的有关信息真实、准确和完整,不存在虚假记载、误导性陈述或者重大遗漏,并对所提供信息的真实性、准确性和完整性承担个别和连带的法律责任。中国证监会及其他政府部门对本次交易所作的任何决定或意见,均不表明其对本公司股票的价值或投资者的收益作出实质性判断或保证。: [382, 427, 504, 463]
